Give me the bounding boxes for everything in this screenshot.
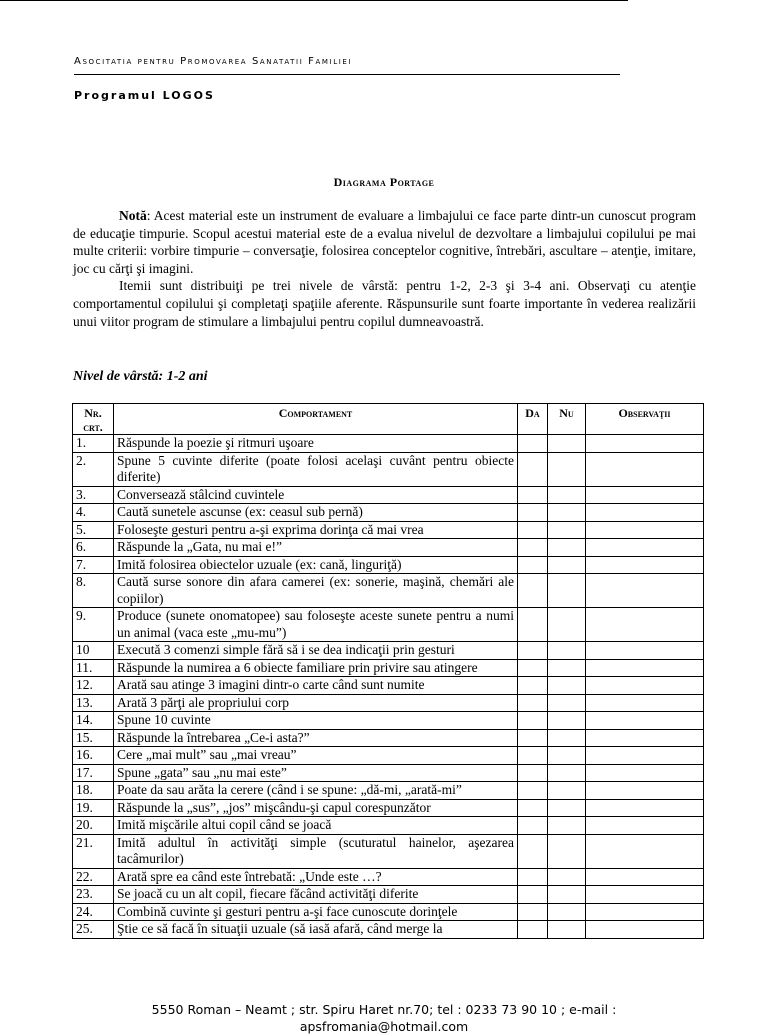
table-row <box>73 608 704 642</box>
row-no-cell[interactable] <box>548 921 586 939</box>
row-no-cell[interactable] <box>548 729 586 747</box>
row-observations-cell[interactable] <box>586 712 704 730</box>
row-yes-cell[interactable] <box>518 747 548 765</box>
row-observations-cell[interactable] <box>586 608 704 642</box>
row-no-cell[interactable] <box>548 834 586 868</box>
footer-email: apsfromania@hotmail.com <box>299 1019 469 1034</box>
row-no-cell[interactable] <box>548 712 586 730</box>
header-nr: Nr. crt. <box>73 404 114 435</box>
row-no-cell[interactable] <box>548 747 586 765</box>
row-yes-cell[interactable] <box>518 921 548 939</box>
row-behavior: Combină cuvinte şi gesturi pentru a-şi face cunoscute dorinţele <box>114 903 518 921</box>
table-row <box>73 729 704 747</box>
row-no-cell[interactable] <box>548 556 586 574</box>
program-name: Programul LOGOS <box>74 89 215 102</box>
row-no-cell[interactable] <box>548 868 586 886</box>
row-observations-cell[interactable] <box>586 729 704 747</box>
row-no-cell[interactable] <box>548 452 586 486</box>
row-behavior: Spune „gata” sau „nu mai este” <box>114 764 518 782</box>
row-behavior: Spune 5 cuvinte diferite (poate folosi acelaşi cuvânt pentru obiecte diferite) <box>114 452 518 486</box>
row-yes-cell[interactable] <box>518 521 548 539</box>
table-row <box>73 764 704 782</box>
table-row <box>73 712 704 730</box>
row-no-cell[interactable] <box>548 782 586 800</box>
row-number: 22. <box>73 868 114 886</box>
header-rule <box>74 74 620 75</box>
row-behavior: Imită adultul în activităţi simple (scuturatul hainelor, aşezarea tacâmurilor) <box>114 834 518 868</box>
row-number: 19. <box>73 799 114 817</box>
row-behavior: Răspunde la „Gata, nu mai e!” <box>114 539 518 557</box>
row-number: 4. <box>73 504 114 522</box>
row-number: 3. <box>73 486 114 504</box>
row-yes-cell[interactable] <box>518 504 548 522</box>
row-yes-cell[interactable] <box>518 834 548 868</box>
row-no-cell[interactable] <box>548 521 586 539</box>
row-number: 25. <box>73 921 114 939</box>
row-observations-cell[interactable] <box>586 782 704 800</box>
row-observations-cell[interactable] <box>586 694 704 712</box>
row-number: 12. <box>73 677 114 695</box>
row-number: 14. <box>73 712 114 730</box>
row-number: 1. <box>73 435 114 453</box>
row-number: 6. <box>73 539 114 557</box>
row-yes-cell[interactable] <box>518 782 548 800</box>
row-number: 7. <box>73 556 114 574</box>
row-behavior: Foloseşte gesturi pentru a-şi exprima dorinţa că mai vrea <box>114 521 518 539</box>
table-row <box>73 504 704 522</box>
table-row <box>73 782 704 800</box>
row-behavior: Caută sunetele ascunse (ex: ceasul sub pernă) <box>114 504 518 522</box>
table-row <box>73 539 704 557</box>
row-yes-cell[interactable] <box>518 886 548 904</box>
row-observations-cell[interactable] <box>586 556 704 574</box>
row-number: 15. <box>73 729 114 747</box>
row-behavior: Imită folosirea obiectelor uzuale (ex: cană, linguriţă) <box>114 556 518 574</box>
row-no-cell[interactable] <box>548 817 586 835</box>
footer-contact <box>0 1001 768 1035</box>
row-observations-cell[interactable] <box>586 659 704 677</box>
row-behavior: Cere „mai mult” sau „mai vreau” <box>114 747 518 765</box>
row-observations-cell[interactable] <box>586 435 704 453</box>
row-yes-cell[interactable] <box>518 608 548 642</box>
row-behavior: Răspunde la poezie şi ritmuri uşoare <box>114 435 518 453</box>
row-yes-cell[interactable] <box>518 903 548 921</box>
row-behavior: Imită mişcările altui copil când se joacă <box>114 817 518 835</box>
table-row <box>73 921 704 939</box>
row-observations-cell[interactable] <box>586 452 704 486</box>
row-no-cell[interactable] <box>548 608 586 642</box>
header-observations: Observaţii <box>586 404 704 435</box>
row-observations-cell[interactable] <box>586 504 704 522</box>
top-rule <box>0 0 628 1</box>
row-yes-cell[interactable] <box>518 868 548 886</box>
row-behavior: Arată spre ea când este întrebată: „Unde este …? <box>114 868 518 886</box>
row-observations-cell[interactable] <box>586 817 704 835</box>
row-observations-cell[interactable] <box>586 834 704 868</box>
footer-address: 5550 Roman – Neamt ; str. Spiru Haret nr.70; tel : 0233 73 90 10 ; e-mail : <box>151 1002 617 1017</box>
table-row <box>73 574 704 608</box>
organization-name: Asocitatia pentru Promovarea Sanatatii Familiei <box>74 56 353 67</box>
row-yes-cell[interactable] <box>518 659 548 677</box>
table-row <box>73 556 704 574</box>
row-number: 16. <box>73 747 114 765</box>
row-observations-cell[interactable] <box>586 868 704 886</box>
row-yes-cell[interactable] <box>518 539 548 557</box>
row-number: 13. <box>73 694 114 712</box>
header-no: Nu <box>548 404 586 435</box>
row-yes-cell[interactable] <box>518 642 548 660</box>
row-number: 24. <box>73 903 114 921</box>
table-row <box>73 886 704 904</box>
row-behavior: Se joacă cu un alt copil, fiecare făcând activităţi diferite <box>114 886 518 904</box>
note-label: Notă <box>119 208 147 223</box>
row-observations-cell[interactable] <box>586 539 704 557</box>
row-yes-cell[interactable] <box>518 556 548 574</box>
row-number: 20. <box>73 817 114 835</box>
table-row <box>73 677 704 695</box>
row-number: 17. <box>73 764 114 782</box>
age-level-heading: Nivel de vârstă: 1-2 ani <box>73 369 208 384</box>
row-observations-cell[interactable] <box>586 903 704 921</box>
table-row <box>73 747 704 765</box>
note-paragraph-1 <box>73 207 696 277</box>
row-behavior: Arată sau atinge 3 imagini dintr-o carte când sunt numite <box>114 677 518 695</box>
table-header-row <box>73 404 704 435</box>
row-no-cell[interactable] <box>548 574 586 608</box>
row-observations-cell[interactable] <box>586 886 704 904</box>
row-number: 23. <box>73 886 114 904</box>
row-number: 11. <box>73 659 114 677</box>
row-number: 18. <box>73 782 114 800</box>
row-no-cell[interactable] <box>548 504 586 522</box>
note-section <box>73 207 696 330</box>
row-number: 9. <box>73 608 114 642</box>
note-paragraph-2: Itemii sunt distribuiţi pe trei nivele de vârstă: pentru 1-2, 2-3 şi 3-4 ani. Observaţi cu atenţie comportamentul copilului şi completaţi spaţiile aferente. Răspunsurile sunt foarte importante în vederea realizării unui viitor program de stimulare a limbajului pentru copilul dumneavoastră. <box>73 278 696 329</box>
portage-table <box>72 403 704 939</box>
table-row <box>73 903 704 921</box>
row-observations-cell[interactable] <box>586 921 704 939</box>
row-behavior: Ştie ce să facă în situaţii uzuale (să iasă afară, când merge la <box>114 921 518 939</box>
table-row <box>73 452 704 486</box>
row-number: 2. <box>73 452 114 486</box>
row-behavior: Caută surse sonore din afara camerei (ex: sonerie, maşină, chemări ale copiilor) <box>114 574 518 608</box>
table-row <box>73 817 704 835</box>
row-yes-cell[interactable] <box>518 486 548 504</box>
row-no-cell[interactable] <box>548 677 586 695</box>
table-row <box>73 799 704 817</box>
row-observations-cell[interactable] <box>586 677 704 695</box>
row-no-cell[interactable] <box>548 886 586 904</box>
row-number: 5. <box>73 521 114 539</box>
row-yes-cell[interactable] <box>518 799 548 817</box>
row-observations-cell[interactable] <box>586 486 704 504</box>
document-title: Diagrama Portage <box>333 175 435 189</box>
row-behavior: Spune 10 cuvinte <box>114 712 518 730</box>
table-row <box>73 642 704 660</box>
row-yes-cell[interactable] <box>518 712 548 730</box>
row-no-cell[interactable] <box>548 539 586 557</box>
row-yes-cell[interactable] <box>518 435 548 453</box>
row-behavior: Răspunde la întrebarea „Ce-i asta?” <box>114 729 518 747</box>
header-yes: Da <box>518 404 548 435</box>
row-behavior: Arată 3 părţi ale propriului corp <box>114 694 518 712</box>
row-number: 10 <box>73 642 114 660</box>
row-behavior: Conversează stâlcind cuvintele <box>114 486 518 504</box>
row-behavior: Răspunde la „sus”, „jos” mişcându-şi capul corespunzător <box>114 799 518 817</box>
row-no-cell[interactable] <box>548 435 586 453</box>
row-yes-cell[interactable] <box>518 764 548 782</box>
row-behavior: Poate da sau arăta la cerere (când i se spune: „dă-mi, „arată-mi” <box>114 782 518 800</box>
row-no-cell[interactable] <box>548 903 586 921</box>
row-yes-cell[interactable] <box>518 729 548 747</box>
row-observations-cell[interactable] <box>586 764 704 782</box>
table-row <box>73 694 704 712</box>
row-no-cell[interactable] <box>548 764 586 782</box>
row-observations-cell[interactable] <box>586 747 704 765</box>
row-observations-cell[interactable] <box>586 521 704 539</box>
header-behavior: Comportament <box>114 404 518 435</box>
row-yes-cell[interactable] <box>518 452 548 486</box>
row-yes-cell[interactable] <box>518 677 548 695</box>
table-row <box>73 521 704 539</box>
row-no-cell[interactable] <box>548 486 586 504</box>
row-behavior: Răspunde la numirea a 6 obiecte familiare prin privire sau atingere <box>114 659 518 677</box>
row-observations-cell[interactable] <box>586 642 704 660</box>
table-row <box>73 659 704 677</box>
row-number: 21. <box>73 834 114 868</box>
table-row <box>73 486 704 504</box>
row-no-cell[interactable] <box>548 799 586 817</box>
row-behavior: Produce (sunete onomatopee) sau foloseşte aceste sunete pentru a numi un animal (vaca este „mu-mu”) <box>114 608 518 642</box>
row-observations-cell[interactable] <box>586 574 704 608</box>
row-number: 8. <box>73 574 114 608</box>
row-yes-cell[interactable] <box>518 817 548 835</box>
table-row <box>73 834 704 868</box>
row-no-cell[interactable] <box>548 694 586 712</box>
table-row <box>73 435 704 453</box>
note-text-1: : Acest material este un instrument de evaluare a limbajului ce face parte dintr-un cunoscut program de educaţie timpurie. Scopul acestui material este de a evalua nivelul de dezvoltare a limbajului copilului pe mai multe criterii: vorbire timpurie – conversaţie, folosirea conceptelor cognitive, întrebări, ascultare – atenţie, imitare, joc cu cărţi şi imagini. <box>73 208 696 276</box>
row-no-cell[interactable] <box>548 659 586 677</box>
row-yes-cell[interactable] <box>518 694 548 712</box>
row-behavior: Execută 3 comenzi simple fără să i se dea indicaţii prin gesturi <box>114 642 518 660</box>
table-row <box>73 868 704 886</box>
row-observations-cell[interactable] <box>586 799 704 817</box>
row-no-cell[interactable] <box>548 642 586 660</box>
row-yes-cell[interactable] <box>518 574 548 608</box>
